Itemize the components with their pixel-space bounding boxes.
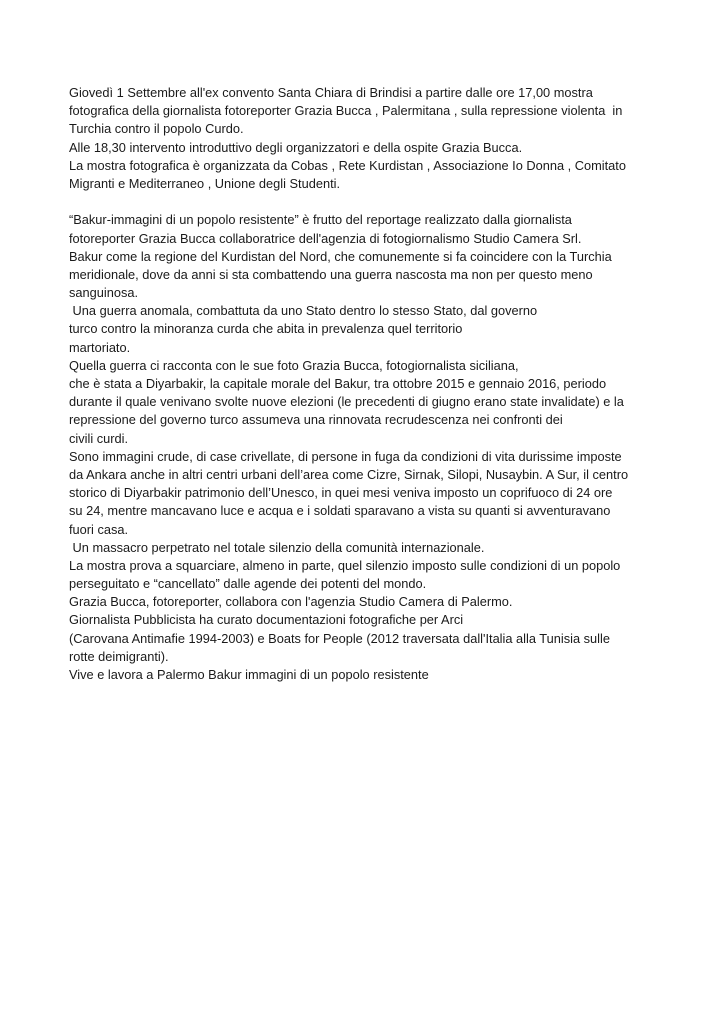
text-line: perseguitato e “cancellato” dalle agende dei potenti del mondo. bbox=[69, 576, 427, 592]
text-line: che è stata a Diyarbakir, la capitale morale del Bakur, tra ottobre 2015 e gennaio 2016, periodo bbox=[69, 376, 607, 391]
text-line: Migranti e Mediterraneo , Unione degli Studenti. bbox=[69, 175, 341, 191]
text-line: repressione del governo turco assumeva una rinnovata recrudescenza nei confronti dei bbox=[69, 412, 563, 428]
text-line: fotografica della giornalista fotoreporter Grazia Bucca , Palermitana , sulla repressione violenta in bbox=[69, 103, 623, 119]
text-line: sanguinosa. bbox=[69, 285, 139, 301]
text-line: (Carovana Antimafie 1994-2003) e Boats for People (2012 traversata dall'Italia alla Tunisia sulle bbox=[69, 630, 610, 646]
text-line: da Ankara anche in altri centri urbani dell’area come Cizre, Sirnak, Silopi, Nusaybin. A Sur, il centro bbox=[69, 466, 629, 482]
text-line: meridionale, dove da anni si sta combattendo una guerra nascosta ma non per questo meno bbox=[69, 266, 593, 282]
text-line: Un massacro perpetrato nel totale silenzio della comunità internazionale. bbox=[69, 539, 485, 555]
text-line: La mostra fotografica è organizzata da Cobas , Rete Kurdistan , Associazione Io Donna , Comitato bbox=[69, 157, 626, 173]
blank-line bbox=[69, 193, 669, 211]
text-line: su 24, mentre mancavano luce e acqua e i soldati sparavano a vista su quanti si avventuravano bbox=[69, 503, 611, 519]
text-line: martoriato. bbox=[69, 339, 131, 355]
document-body bbox=[69, 84, 669, 684]
text-line: “Bakur-immagini di un popolo resistente” è frutto del reportage realizzato dalla giornalista bbox=[69, 212, 572, 228]
text-line: Giornalista Pubblicista ha curato documentazioni fotografiche per Arci bbox=[69, 612, 464, 628]
text-line: La mostra prova a squarciare, almeno in parte, quel silenzio imposto sulle condizioni di un popolo bbox=[69, 557, 621, 573]
text-line: Sono immagini crude, di case crivellate, di persone in fuga da condizioni di vita durissime imposte bbox=[69, 448, 622, 464]
text-line: fotoreporter Grazia Bucca collaboratrice dell'agenzia di fotogiornalismo Studio Camera Srl. bbox=[69, 230, 582, 246]
text-line: turco contro la minoranza curda che abita in prevalenza quel territorio bbox=[69, 321, 463, 337]
text-line: durante il quale venivano svolte nuove elezioni (le precedenti di giugno erano state invalidate) e la bbox=[69, 394, 624, 410]
text-line: rotte deimigranti). bbox=[69, 648, 169, 664]
text-line: Giovedì 1 Settembre all'ex convento Santa Chiara di Brindisi a partire dalle ore 17,00 mostra bbox=[69, 85, 593, 100]
text-line: Vive e lavora a Palermo Bakur immagini di un popolo resistente bbox=[69, 667, 429, 682]
text-line: Una guerra anomala, combattuta da uno Stato dentro lo stesso Stato, dal governo bbox=[69, 303, 538, 319]
text-line: civili curdi. bbox=[69, 430, 129, 446]
text-line: Turchia contro il popolo Curdo. bbox=[69, 121, 244, 137]
text-line: storico di Diyarbakir patrimonio dell’Unesco, in quei mesi veniva imposto un coprifuoco di 24 ore bbox=[69, 485, 613, 501]
text-line: Grazia Bucca, fotoreporter, collabora con l'agenzia Studio Camera di Palermo. bbox=[69, 594, 513, 610]
text-line: Bakur come la regione del Kurdistan del Nord, che comunemente si fa coincidere con la Turchia bbox=[69, 248, 612, 264]
text-line: Quella guerra ci racconta con le sue foto Grazia Bucca, fotogiornalista siciliana, bbox=[69, 357, 519, 373]
text-line: fuori casa. bbox=[69, 521, 129, 537]
text-line: Alle 18,30 intervento introduttivo degli organizzatori e della ospite Grazia Bucca. bbox=[69, 139, 523, 155]
